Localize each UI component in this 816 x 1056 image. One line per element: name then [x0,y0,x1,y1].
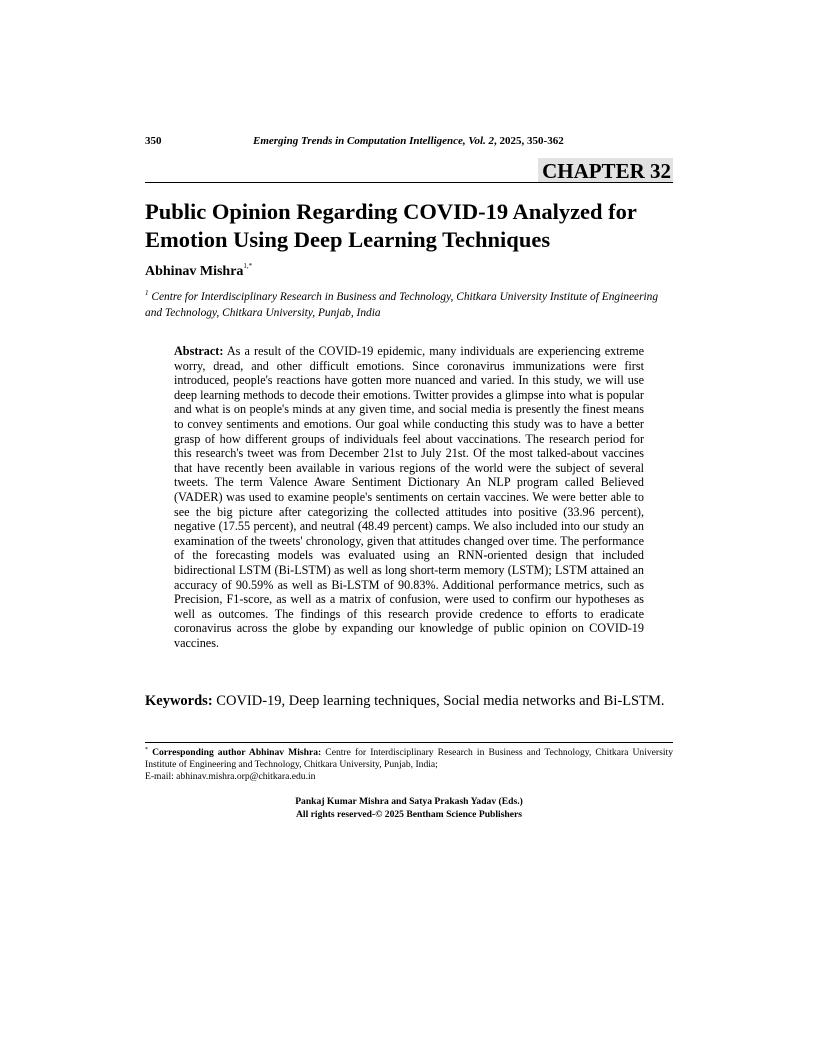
page-number: 350 [145,135,162,147]
affiliation-mark: 1 [145,289,149,297]
journal-citation [253,135,564,147]
chapter-label: CHAPTER 32 [538,158,673,183]
affiliation [145,285,675,321]
keywords-label: Keywords: [145,693,213,709]
chapter-title [145,198,685,254]
running-head [145,135,673,151]
header-rule [145,182,673,183]
keywords [145,691,675,711]
title-line-1: Public Opinion Regarding COVID-19 Analyzed for [145,199,637,224]
abstract-text: As a result of the COVID-19 epidemic, many individuals are experiencing extreme worry, dread, and other difficult emotions. Since coronavirus immunizations were first introduced, people's reactions have gotten more nuanced and varied. In this study, we will use deep learning methods to decode their emotions. Twitter provides a glimpse into what is popular and what is on people's minds at any given time, and social media is presently the finest means to convey sentiments and emotions. Our goal while conducting this study was to have a better grasp of how different groups of individuals feel about vaccinations. The research period for this research's tweet was from December 21st to July 21st. Of the most talked-about vaccines that have recently been available in various regions of the world were the subject of several tweets. The term Valence Aware Sentiment Dictionary An NLP program called Believed (VADER) was used to examine people's sentiments on certain vaccines. We were better able to see the big picture after categorizing the collected attitudes into positive (33.96 percent), negative (17.55 percent), and neutral (48.49 percent) camps. We also included into our study an examination of the tweets' chronology, given that attitudes changed over time. The performance of the forecasting models was evaluated using an RNN-oriented design that included bidirectional LSTM (Bi-LSTM) as well as long short-term memory (LSTM); LSTM attained an accuracy of 90.59% as well as Bi-LSTM of 90.83%. Additional performance metrics, such as Precision, F1-score, as well as a matrix of confusion, were used to confirm our hypotheses as well as outcomes. The findings of this research provide credence to efforts to eradicate coronavirus across the globe by expanding our knowledge of public opinion on COVID-19 vaccines. [174,344,644,650]
abstract-label: Abstract: [174,344,224,358]
title-line-2: Emotion Using Deep Learning Techniques [145,227,551,252]
author-marks: 1,* [243,262,253,270]
publisher-rights: All rights reserved-© 2025 Bentham Science Publishers [295,808,523,820]
publisher-block [145,796,673,821]
footnote-rule [145,742,673,743]
footnote [145,745,673,782]
footnote-label: Corresponding author Abhinav Mishra: [152,747,322,758]
abstract [174,344,644,650]
footnote-email: E-mail: abhinav.mishra.orp@chitkara.edu.in [145,770,316,782]
footnote-mark: * [145,747,148,753]
affiliation-text: Centre for Interdisciplinary Research in Business and Technology, Chitkara University Institute of Engineering and Technology, Chitkara University, Punjab, India [145,291,659,319]
author-name: Abhinav Mishra [145,264,244,279]
journal-year-pages: , 2025, 350-362 [494,135,564,147]
keywords-text: COVID-19, Deep learning techniques, Social media networks and Bi-LSTM. [216,693,665,709]
footnote-text: Centre for Interdisciplinary Research in Business and Technology, Chitkara University Institute of Engineering and Technology, Chitkara University, Punjab, India; [145,747,673,770]
journal-name: Emerging Trends in Computation Intelligence, Vol. 2 [253,135,495,147]
author [145,262,252,280]
publisher-editors: Pankaj Kumar Mishra and Satya Prakash Yadav (Eds.) [295,796,523,807]
